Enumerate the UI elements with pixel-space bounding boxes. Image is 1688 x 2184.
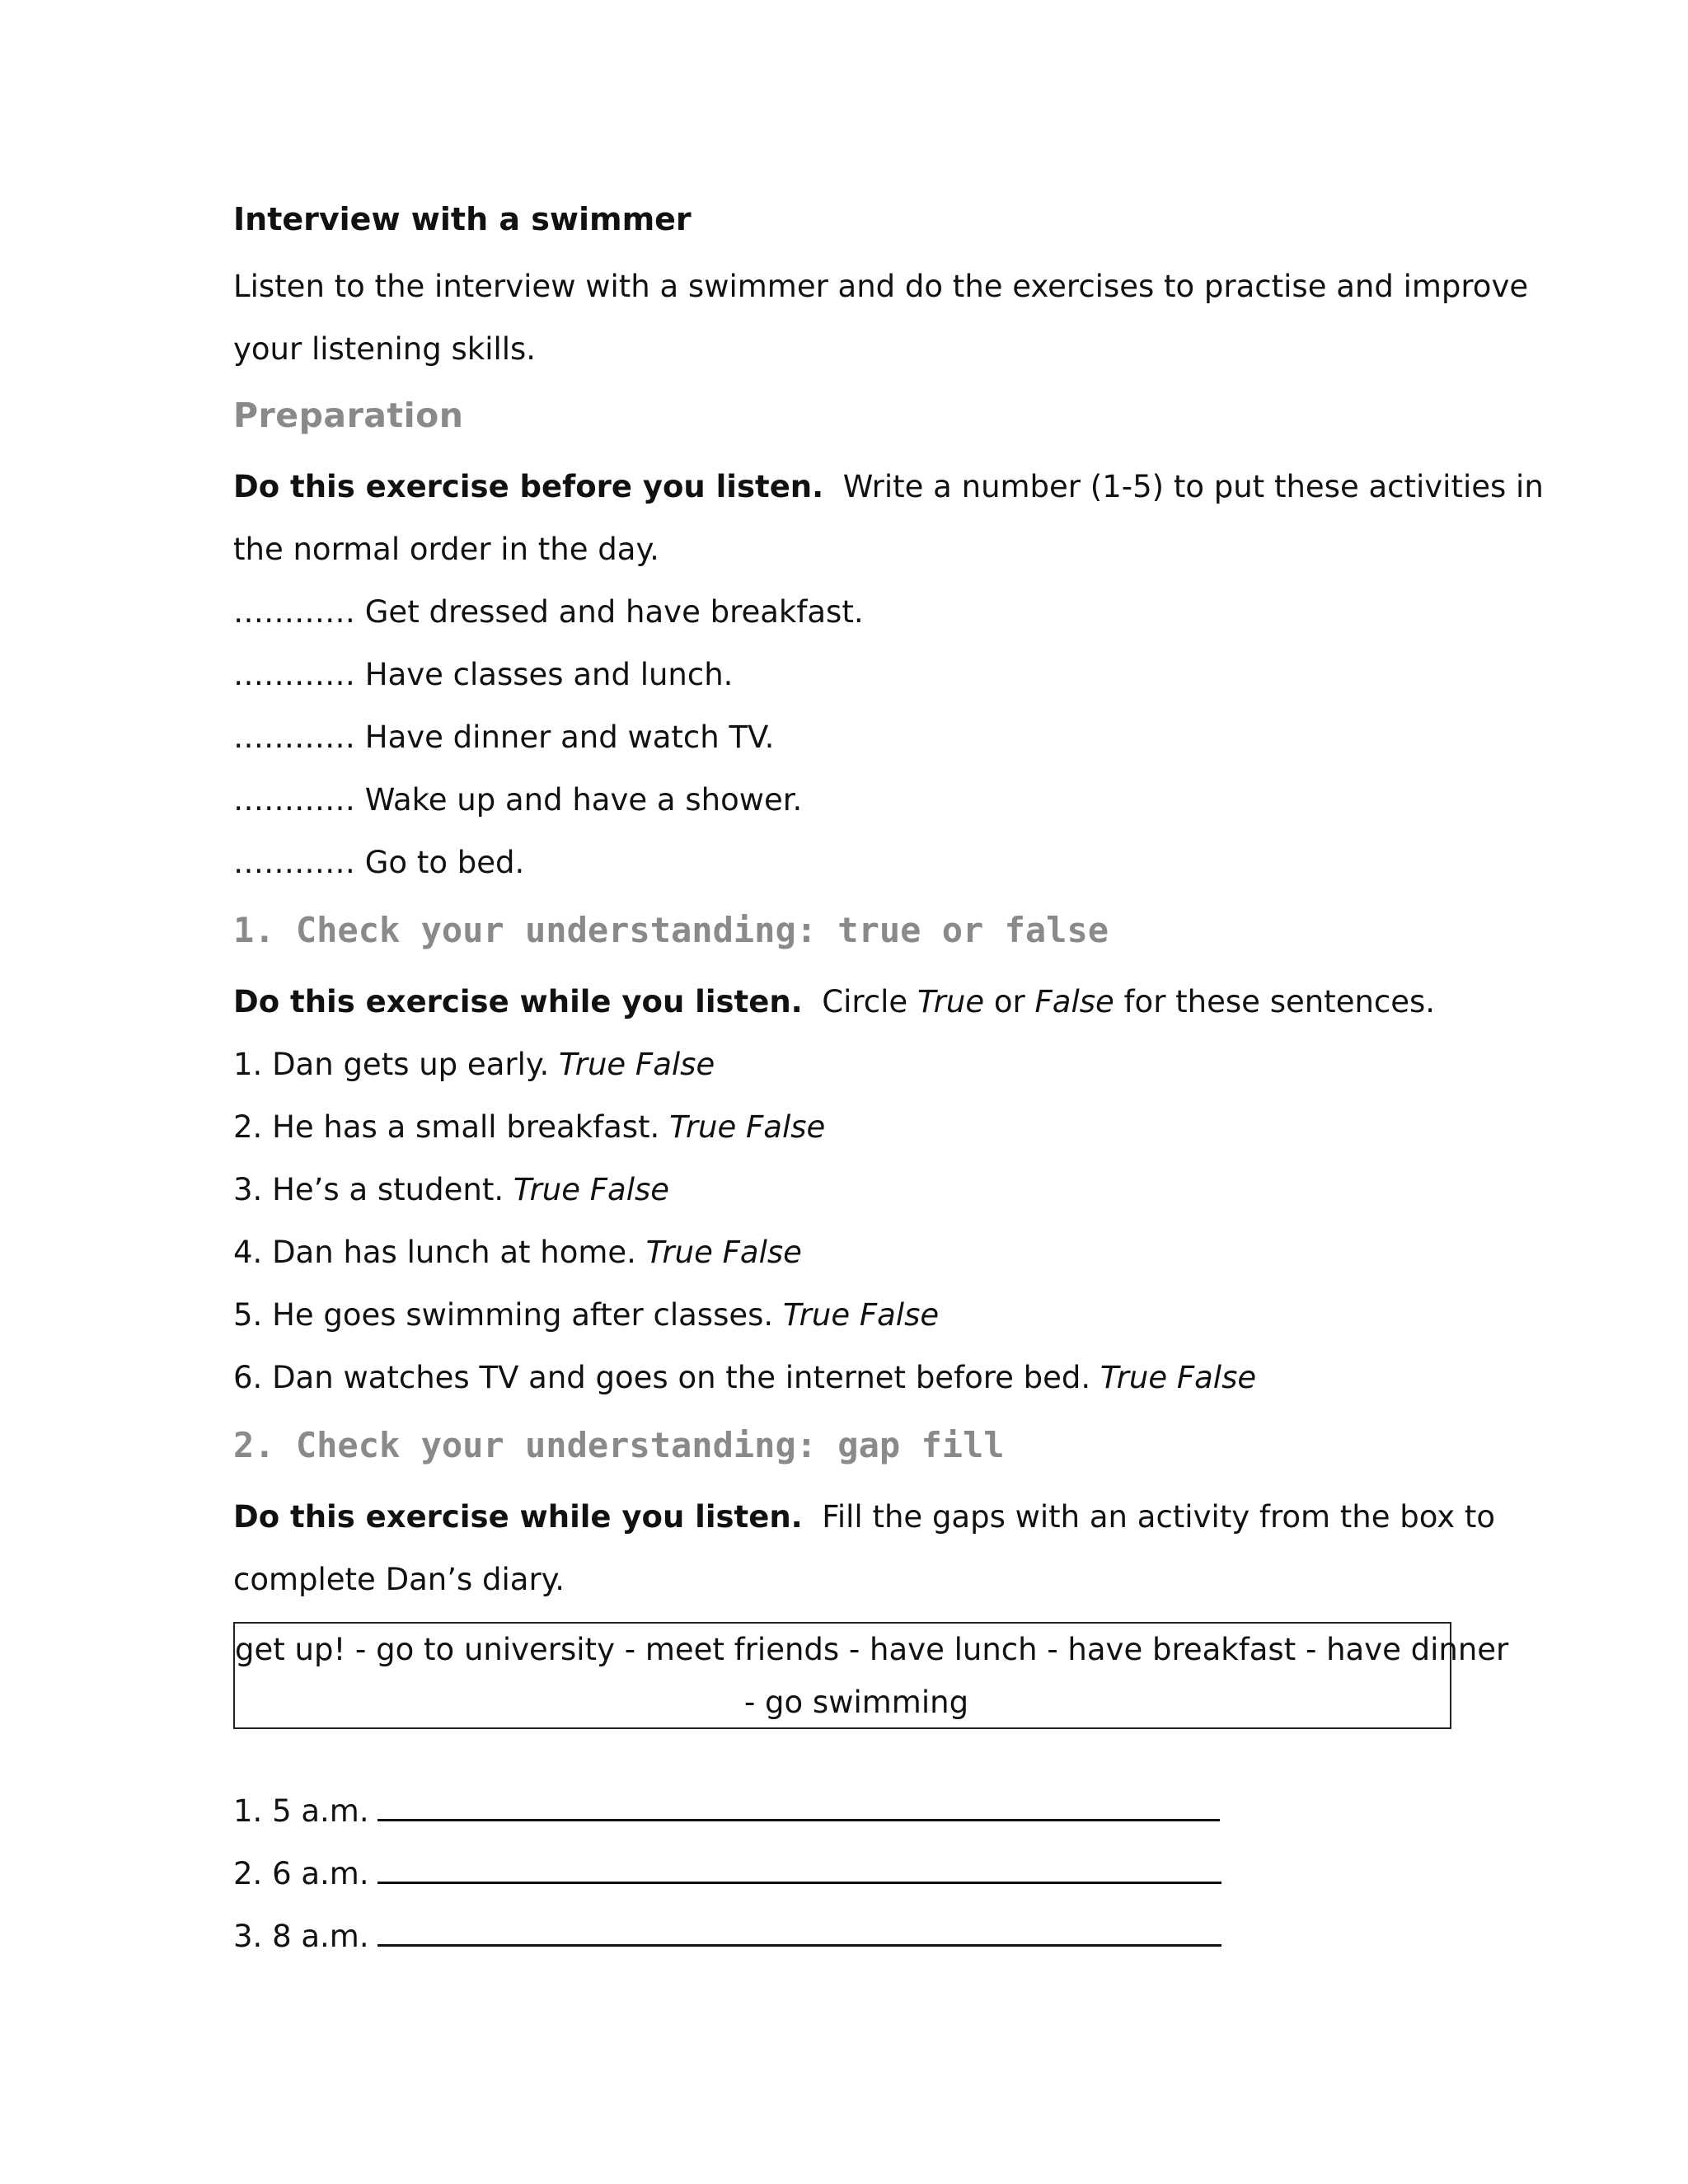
- answer-dots: …………: [233, 782, 355, 818]
- gap-item: [233, 1854, 1221, 1894]
- true-false-item: [233, 1233, 802, 1272]
- activity-text: Wake up and have a shower.: [364, 782, 803, 818]
- preparation-instruction: [233, 467, 1544, 507]
- true-false-item: [233, 1170, 669, 1210]
- activity-item: [233, 718, 774, 757]
- gap-item: [233, 1791, 1220, 1831]
- statement-text: 2. He has a small breakfast.: [233, 1109, 660, 1145]
- true-false-choice[interactable]: True False: [645, 1235, 802, 1270]
- instruction-false: False: [1034, 984, 1114, 1019]
- instruction-text: Circle: [822, 984, 908, 1019]
- activity-text: Get dressed and have breakfast.: [364, 594, 864, 630]
- true-false-item: [233, 1108, 825, 1147]
- activity-item: [233, 593, 864, 632]
- preparation-heading: Preparation: [233, 396, 464, 435]
- activity-item: [233, 780, 802, 820]
- gap-item: [233, 1916, 1221, 1957]
- activity-text: Have classes and lunch.: [364, 657, 734, 692]
- activity-text: Go to bed.: [364, 845, 525, 880]
- answer-dots: …………: [233, 594, 355, 630]
- true-false-item: [233, 1296, 939, 1335]
- section-1-instruction-bold: Do this exercise while you listen.: [233, 984, 803, 1019]
- answer-blank[interactable]: [377, 1854, 1221, 1884]
- statement-text: 1. Dan gets up early.: [233, 1047, 550, 1082]
- true-false-item: [233, 1045, 715, 1085]
- section-2-heading: 2. Check your understanding: gap fill: [233, 1425, 1005, 1465]
- answer-blank[interactable]: [377, 1916, 1221, 1947]
- true-false-choice[interactable]: True False: [1100, 1360, 1257, 1395]
- intro-line-1: Listen to the interview with a swimmer and do the exercises to practise and improve: [233, 269, 1529, 304]
- section-2-instruction-line-2: complete Dan’s diary.: [233, 1562, 565, 1597]
- answer-blank[interactable]: [377, 1791, 1220, 1821]
- instruction-true: True: [917, 984, 985, 1019]
- word-box-line-2: - go swimming: [743, 1685, 969, 1720]
- statement-text: 6. Dan watches TV and goes on the internet before bed.: [233, 1360, 1091, 1395]
- section-2-instruction-bold: Do this exercise while you listen.: [233, 1499, 803, 1535]
- section-2-instruction: [233, 1497, 1495, 1537]
- preparation-instruction-bold: Do this exercise before you listen.: [233, 469, 824, 504]
- answer-dots: …………: [233, 845, 355, 880]
- preparation-instruction-line-2: the normal order in the day.: [233, 532, 659, 567]
- true-false-choice[interactable]: True False: [559, 1047, 715, 1082]
- gap-time: 3. 8 a.m.: [233, 1919, 369, 1954]
- true-false-choice[interactable]: True False: [669, 1109, 826, 1145]
- instruction-text: for these sentences.: [1123, 984, 1436, 1019]
- intro-line-2: your listening skills.: [233, 331, 537, 367]
- section-1-heading: 1. Check your understanding: true or false: [233, 910, 1109, 950]
- true-false-choice[interactable]: True False: [782, 1297, 940, 1333]
- instruction-text: Fill the gaps with an activity from the box to: [822, 1499, 1496, 1535]
- activity-text: Have dinner and watch TV.: [364, 719, 775, 755]
- activity-item: [233, 843, 524, 883]
- statement-text: 4. Dan has lunch at home.: [233, 1235, 636, 1270]
- answer-dots: …………: [233, 719, 355, 755]
- gap-time: 1. 5 a.m.: [233, 1793, 369, 1829]
- true-false-item: [233, 1358, 1256, 1398]
- instruction-text: or: [993, 984, 1025, 1019]
- word-box-line-1: get up! - go to university - meet friends - have lunch - have breakfast - have dinner: [235, 1632, 1509, 1667]
- statement-text: 5. He goes swimming after classes.: [233, 1297, 774, 1333]
- word-box: [233, 1622, 1509, 1729]
- statement-text: 3. He’s a student.: [233, 1172, 504, 1207]
- true-false-choice[interactable]: True False: [513, 1172, 670, 1207]
- activity-item: [233, 655, 733, 695]
- answer-dots: …………: [233, 657, 355, 692]
- page-title: Interview with a swimmer: [233, 201, 692, 237]
- preparation-instruction-text: Write a number (1-5) to put these activities in: [842, 469, 1544, 504]
- gap-time: 2. 6 a.m.: [233, 1856, 369, 1891]
- section-1-instruction: [233, 982, 1435, 1022]
